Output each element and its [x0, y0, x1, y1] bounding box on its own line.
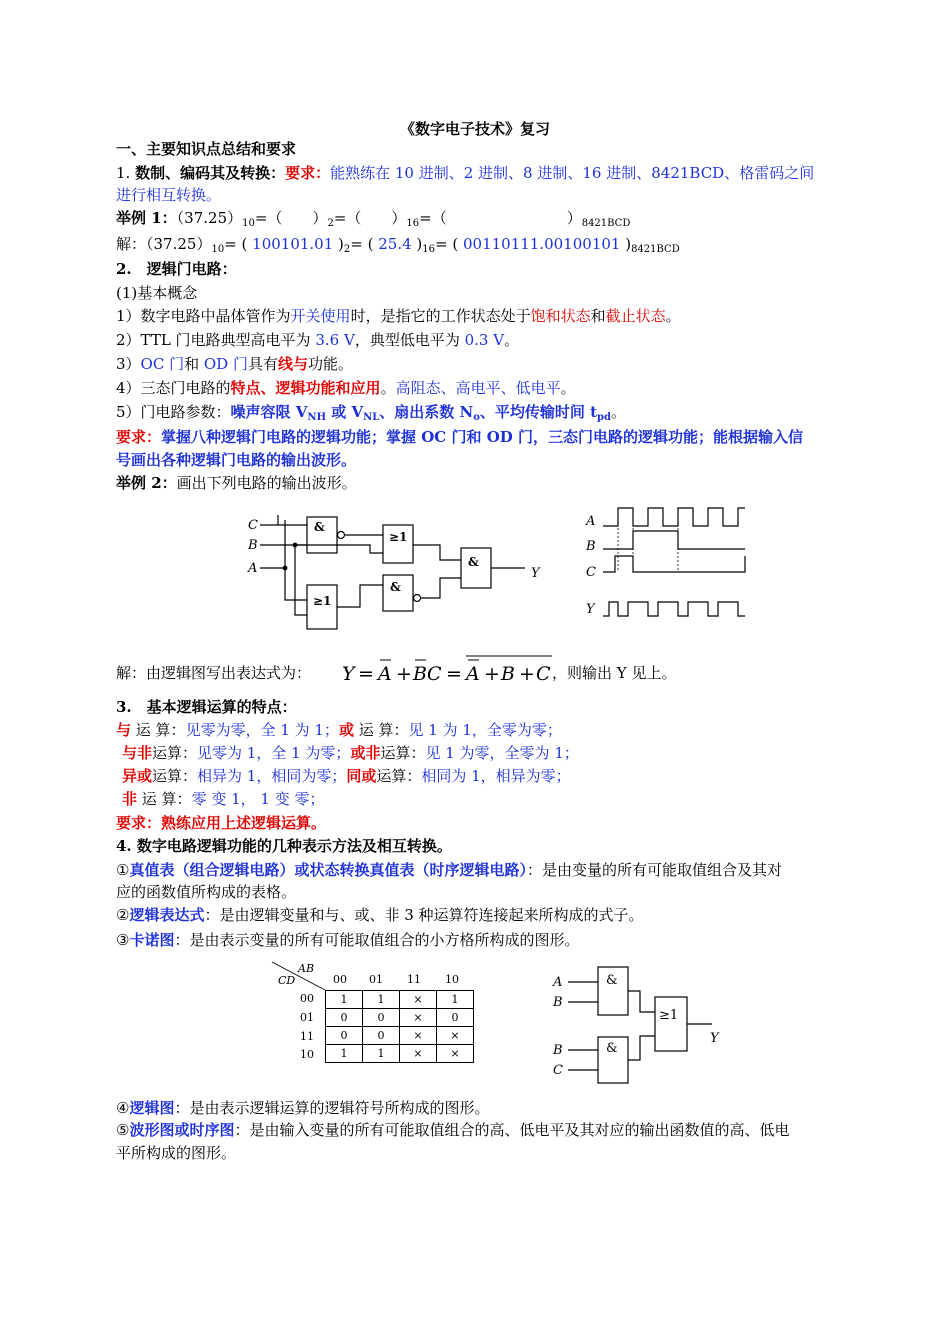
gate-symbol: & — [468, 555, 479, 569]
op: 运 算： — [131, 721, 186, 739]
gate-symbol: ≥1 — [389, 530, 408, 544]
close: ) — [620, 235, 632, 253]
method-label: 卡诺图 — [129, 931, 175, 949]
text: 和 — [590, 307, 606, 325]
kmap-col: 01 — [369, 973, 383, 986]
input-label-c: C — [553, 1063, 563, 1078]
formula-plus: + — [396, 663, 412, 685]
kmap-cell: 0 — [326, 1009, 363, 1027]
op: 运 算： — [137, 790, 192, 808]
sub: 2 — [327, 218, 334, 229]
gate-symbol: & — [606, 973, 618, 988]
sub: 2 — [343, 244, 351, 255]
req-text: 掌握八种逻辑门电路的逻辑功能；掌握 OC 门和 OD 门，三态门电路的逻辑功能；能根据输入信 — [161, 428, 803, 446]
sub: 10 — [242, 218, 255, 229]
text: 特点、逻辑功能和应用 — [230, 379, 381, 397]
op-rule: 相同为 1，相异为零； — [421, 767, 571, 785]
sub: NL — [363, 412, 380, 423]
item3-heading: 3. 基本逻辑运算的特点： — [116, 698, 297, 716]
input-label-a: A — [553, 975, 563, 990]
blank: =（ ） — [419, 209, 582, 227]
kmap-cell: × — [437, 1045, 474, 1063]
gate-symbol: ≥1 — [659, 1008, 679, 1023]
kmap-col: 11 — [407, 973, 421, 986]
kmap-cell: 1 — [326, 1045, 363, 1063]
kmap-cell: × — [400, 1009, 437, 1027]
op-rule: 零 变 1， 1 变 零； — [191, 790, 325, 808]
op-rule: 相异为 1，相同为零； — [197, 767, 347, 785]
close: ) — [411, 235, 423, 253]
input-label-a: A — [248, 561, 258, 576]
formula-b: B — [413, 663, 427, 685]
gate-symbol: & — [390, 580, 401, 594]
text: ，典型低电平为 — [354, 331, 465, 349]
method5-cont: 平所构成的图形。 — [116, 1144, 237, 1162]
op-label: 或 — [338, 721, 354, 739]
op-rule: 见零为零，全 1 为 1； — [185, 721, 339, 739]
formula-b2: B — [501, 663, 515, 685]
eq: = ( — [350, 235, 379, 253]
req-label: 要求： — [116, 428, 162, 446]
op: 运算： — [152, 744, 198, 762]
method-text: ：是由变量的所有可能取值组合及其对 — [526, 861, 782, 879]
text: 1）数字电路中晶体管作为 — [116, 307, 291, 325]
text: 。 — [560, 379, 576, 397]
kmap-cell: 0 — [326, 1027, 363, 1045]
input-label-b: B — [248, 538, 258, 553]
method-label: 逻辑图 — [129, 1099, 175, 1117]
wave-label-y: Y — [586, 602, 595, 617]
item1-heading: 数制、编码其及转换： — [135, 164, 286, 182]
wave-label-a: A — [586, 514, 596, 529]
blank: =（ ） — [333, 209, 407, 227]
item2-req-2: 号画出各种逻辑门电路的输出波形。 — [116, 451, 357, 469]
text: 高阻态、高电平、低电平 — [395, 379, 561, 397]
method5 — [116, 1119, 789, 1141]
gate-symbol: & — [606, 1041, 618, 1056]
kmap-cell: 0 — [363, 1009, 400, 1027]
formula-plus2: + — [484, 663, 500, 685]
output-label-y: Y — [710, 1031, 719, 1046]
kmap-cell: × — [400, 1027, 437, 1045]
example2-text: 画出下列电路的输出波形。 — [176, 474, 357, 492]
eq: = ( — [435, 235, 463, 253]
example1-label: 举例 1： — [116, 209, 177, 227]
kmap-col: 10 — [445, 973, 459, 986]
answer-binary: 100101.01 — [252, 235, 334, 253]
kmap-cell: × — [437, 1027, 474, 1045]
text: 。 — [665, 307, 681, 325]
formula-a2: A — [466, 663, 480, 685]
text: 噪声容限 V — [230, 403, 308, 421]
answer-hex: 25.4 — [378, 235, 412, 253]
num: ③ — [116, 931, 130, 949]
item4-heading: 4. 数字电路逻辑功能的几种表示方法及相互转换。 — [116, 837, 452, 855]
text: 3.6 V — [315, 331, 355, 349]
kmap-cell: 1 — [363, 1045, 400, 1063]
sub: 8421BCD — [581, 218, 631, 229]
sub: 16 — [422, 244, 436, 255]
gate-symbol: ≥1 — [313, 594, 332, 608]
kmap-cell: 1 — [363, 991, 400, 1009]
method-text: ：是由输入变量的所有可能取值组合的高、低电平及其对应的输出函数值的高、低电 — [234, 1121, 790, 1139]
op: 运算： — [380, 744, 426, 762]
formula-y: Y — [342, 663, 355, 685]
gate-or — [655, 997, 687, 1051]
op-rule: 见 1 为 1，全零为零； — [408, 721, 562, 739]
kmap-row-label: 00 — [300, 992, 314, 1005]
formula-a: A — [378, 663, 392, 685]
kmap-cell: × — [400, 1045, 437, 1063]
eq: = ( — [224, 235, 253, 253]
item1-req-text-2: 进行相互转换。 — [116, 186, 222, 204]
blank: =（ ） — [254, 209, 328, 227]
kmap-col: 00 — [333, 973, 347, 986]
kmap-cell: 1 — [437, 991, 474, 1009]
sub: 8421BCD — [631, 244, 680, 255]
text: 。 — [504, 331, 520, 349]
formula-eq2: = — [446, 663, 462, 685]
input-label-b: B — [553, 995, 563, 1010]
method4 — [116, 1097, 489, 1119]
kmap-ab: AB — [298, 962, 315, 975]
op: 运算： — [376, 767, 422, 785]
op-label: 同或 — [346, 767, 377, 785]
text: 功能。 — [308, 355, 354, 373]
method-label: 逻辑表达式 — [129, 906, 205, 924]
kmap-cell: 0 — [363, 1027, 400, 1045]
answer-prefix: 解：（37.25） — [116, 235, 212, 253]
text: 具有 — [247, 355, 278, 373]
text: OD 门 — [203, 355, 248, 373]
op-label: 或非 — [350, 744, 381, 762]
kmap-cell: × — [400, 991, 437, 1009]
solution-prefix: 解：由逻辑图写出表达式为： — [116, 664, 312, 682]
answer-bcd: 00110111.00100101 — [462, 235, 621, 253]
wave-label-c: C — [586, 565, 596, 580]
op: 运算： — [152, 767, 198, 785]
kmap-cell: 0 — [437, 1009, 474, 1027]
item1-req-text: 能熟练在 10 进制、2 进制、8 进制、16 进制、8421BCD、格雷码之间 — [330, 164, 815, 182]
text: 截止状态 — [605, 307, 666, 325]
page-title: 《数字电子技术》复习 — [399, 120, 550, 138]
op-label: 与非 — [122, 744, 153, 762]
kmap-row-label: 11 — [300, 1030, 314, 1043]
text: 线与 — [277, 355, 308, 373]
kmap-cd: CD — [278, 974, 296, 987]
text: 时，是指它的工作状态处于 — [350, 307, 531, 325]
text: 饱和状态 — [530, 307, 591, 325]
input-label-b: B — [553, 1043, 563, 1058]
method-text: ：是由表示逻辑运算的逻辑符号所构成的图形。 — [174, 1099, 490, 1117]
op-rule: 见零为 1，全 1 为零； — [197, 744, 351, 762]
text: OC 门 — [140, 355, 185, 373]
output-label-y: Y — [531, 566, 540, 581]
item3-req: 要求：熟练应用上述逻辑运算。 — [116, 814, 327, 832]
text: 3） — [116, 355, 141, 373]
kmap-row-label: 10 — [300, 1048, 314, 1061]
gate-symbol: & — [314, 520, 325, 534]
op-label: 异或 — [122, 767, 153, 785]
formula-c2: C — [536, 663, 551, 685]
example1-text: （37.25） — [176, 209, 243, 227]
kmap-cell: 1 — [326, 991, 363, 1009]
input-label-c: C — [248, 518, 258, 533]
method1-cont: 应的函数值所构成的表格。 — [116, 883, 297, 901]
op-label: 与 — [116, 721, 132, 739]
close: ) — [333, 235, 344, 253]
sub: NH — [307, 412, 327, 423]
item2-heading: 2. 逻辑门电路： — [116, 260, 237, 278]
item1-num: 1. — [116, 164, 131, 182]
text: 2）TTL 门电路典型高电平为 — [116, 331, 316, 349]
text: 0.3 V — [464, 331, 505, 349]
text: 、扇出系数 N — [379, 403, 474, 421]
num: ⑤ — [116, 1121, 130, 1139]
section-heading: 一、主要知识点总结和要求 — [116, 140, 297, 158]
text: 和 — [184, 355, 204, 373]
text: 。 — [380, 379, 396, 397]
method-text: ：是由逻辑变量和与、或、非 3 种运算符连接起来所构成的式子。 — [204, 906, 644, 924]
formula-plus3: + — [519, 663, 535, 685]
op: 运 算： — [353, 721, 409, 739]
sub: pd — [597, 412, 612, 423]
example2-label: 举例 2： — [116, 474, 177, 492]
text: 。 — [611, 403, 627, 421]
num: ② — [116, 906, 130, 924]
text: 5）门电路参数： — [116, 403, 231, 421]
kmap-row-label: 01 — [300, 1011, 314, 1024]
sub: o — [473, 412, 480, 423]
num: ④ — [116, 1099, 130, 1117]
text: 或 V — [326, 403, 364, 421]
method-label: 波形图或时序图 — [129, 1121, 235, 1139]
text: 4）三态门电路的 — [116, 379, 231, 397]
item2-basic: (1)基本概念 — [116, 284, 198, 302]
text: 开关使用 — [290, 307, 351, 325]
num: ① — [116, 861, 130, 879]
wave-label-b: B — [586, 539, 596, 554]
op-label: 非 — [122, 790, 138, 808]
method-label: 真值表（组合逻辑电路）或状态转换真值表（时序逻辑电路） — [129, 861, 527, 879]
method-text: ：是由表示变量的所有可能取值组合的小方格所构成的图形。 — [174, 931, 580, 949]
solution-suffix: ，则输出 Y 见上。 — [552, 664, 677, 682]
formula-c: C — [427, 663, 442, 685]
item1-req-label: 要求： — [285, 164, 331, 182]
text: 、平均传输时间 t — [479, 403, 598, 421]
sub: 16 — [406, 218, 420, 229]
sub: 10 — [211, 244, 225, 255]
formula-eq: = — [358, 663, 374, 685]
op-rule: 见 1 为零，全零为 1； — [425, 744, 579, 762]
